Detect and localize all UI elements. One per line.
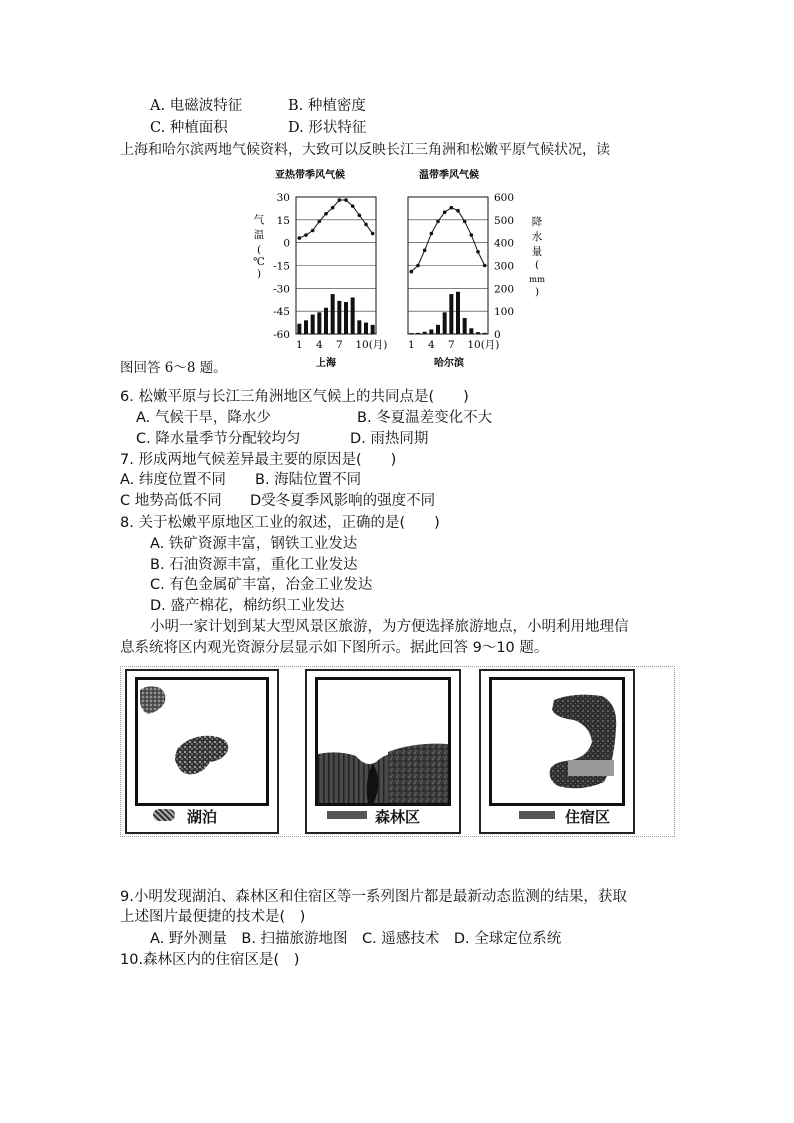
precipitation-tick-label: 600 <box>494 192 515 204</box>
precipitation-bar <box>423 332 427 334</box>
temperature-tick-label: -30 <box>273 283 290 296</box>
q8-option-c: C. 有色金属矿丰富，冶金工业发达 <box>150 577 373 593</box>
lodging-block <box>568 760 614 776</box>
temperature-tick-label: 30 <box>276 192 290 204</box>
precipitation-bar <box>324 308 328 334</box>
lake-shape-large <box>175 736 228 775</box>
temperature-point <box>483 264 487 268</box>
forest-map <box>315 677 451 806</box>
precipitation-bar <box>317 312 321 334</box>
precipitation-tick-label: 200 <box>494 283 515 296</box>
forest-layer-label: 森林区 <box>375 808 421 826</box>
temperature-point <box>450 206 454 210</box>
lake-layer-label: 湖泊 <box>187 808 218 826</box>
intro-text: 上海和哈尔滨两地气候资料，大致可以反映长江三角洲和松嫩平原气候状况，读 <box>120 142 610 158</box>
lodging-layer-label: 住宿区 <box>565 808 611 826</box>
precipitation-bar <box>416 333 420 334</box>
temperature-point <box>358 213 362 217</box>
temperature-point <box>443 210 447 214</box>
forest-area-right <box>388 744 448 803</box>
scenario-line-2: 息系统将区内观光资源分层显示如下图所示。据此回答 9～10 题。 <box>120 640 549 656</box>
lake-legend-swatch <box>153 809 175 821</box>
temperature-line <box>299 200 372 238</box>
q8-option-d: D. 盛产棉花，棉纺织工业发达 <box>150 598 345 614</box>
q7-option-a: A. 纬度位置不同 <box>120 472 226 488</box>
lake-map <box>135 677 269 806</box>
q10-stem: 10.森林区内的住宿区是( ) <box>120 952 300 968</box>
q5-option-c: C. 种植面积 <box>150 120 228 136</box>
temperature-point <box>318 220 322 224</box>
temperature-point <box>430 232 434 236</box>
precipitation-tick-label: 300 <box>494 260 515 273</box>
lake-shape-small <box>140 686 165 714</box>
left-chart-title: 亚热带季风气候 <box>275 170 345 181</box>
temperature-point <box>324 212 328 216</box>
precipitation-bar <box>483 333 487 334</box>
temperature-point <box>416 264 420 268</box>
precipitation-bar <box>297 324 301 334</box>
temperature-point <box>371 232 375 236</box>
month-tick-label: 4 <box>315 339 323 351</box>
q6-stem: 6. 松嫩平原与长江三角洲地区气候上的共同点是( ) <box>120 389 469 405</box>
temperature-point <box>344 198 348 202</box>
precipitation-bar <box>351 297 355 334</box>
q7-option-c: C 地势高低不同 <box>120 493 222 509</box>
temperature-point <box>410 270 414 274</box>
precipitation-axis-label <box>529 215 545 298</box>
temperature-point <box>351 204 355 208</box>
temperature-point <box>470 233 474 237</box>
lodging-map <box>489 677 625 806</box>
precipitation-bar <box>304 320 308 334</box>
scenario-line-1: 小明一家计划到某大型风景区旅游，为方便选择旅游地点，小明利用地理信 <box>150 619 629 635</box>
temperature-point <box>338 198 342 202</box>
svg-text:量: 量 <box>531 246 543 258</box>
svg-text:(: ( <box>534 259 540 271</box>
temperature-tick-label: -45 <box>273 306 290 319</box>
q5-option-b: B. 种植密度 <box>288 98 366 114</box>
temperature-lines <box>298 198 487 273</box>
svg-text:水: 水 <box>531 231 543 243</box>
q8-option-b: B. 石油资源丰富，重化工业发达 <box>150 557 358 573</box>
temperature-point <box>298 236 302 240</box>
temperature-point <box>463 220 467 224</box>
precipitation-tick-label: 400 <box>494 237 515 250</box>
precipitation-bar <box>429 329 433 334</box>
precipitation-bar <box>449 294 453 334</box>
q7-stem: 7. 形成两地气候差异最主要的原因是( ) <box>120 452 397 468</box>
month-tick-label: 1 <box>295 339 303 351</box>
month-tick-label: 10(月) <box>467 339 500 351</box>
q7-option-b: B. 海陆位置不同 <box>255 472 362 488</box>
q9-stem-line-1: 9.小明发现湖泊、森林区和住宿区等一系列图片都是最新动态监测的结果，获取 <box>120 889 627 905</box>
precipitation-bar <box>337 301 341 334</box>
temperature-point <box>331 206 335 210</box>
lodging-layer-panel <box>479 669 635 834</box>
temperature-point <box>423 248 427 252</box>
month-tick-label: 10(月) <box>355 339 388 351</box>
q7-option-d: D受冬夏季风影响的强度不同 <box>250 493 436 509</box>
gis-layers-figure <box>120 666 675 837</box>
precipitation-tick-labels <box>494 192 514 341</box>
month-tick-label: 1 <box>407 339 415 351</box>
intro-end-text: 图回答 6～8 题。 <box>120 360 227 376</box>
precipitation-bar <box>357 320 361 334</box>
precipitation-bar <box>371 325 375 334</box>
q8-stem: 8. 关于松嫩平原地区工业的叙述，正确的是( ) <box>120 515 440 531</box>
svg-text:): ) <box>534 286 540 298</box>
precipitation-bar <box>456 292 460 334</box>
precipitation-bar <box>409 333 413 334</box>
temperature-tick-label: 15 <box>276 214 290 227</box>
right-chart-title: 温带季风气候 <box>419 170 479 181</box>
q9-options: A. 野外测量 B. 扫描旅游地图 C. 遥感技术 D. 全球定位系统 <box>150 931 562 947</box>
q8-option-a: A. 铁矿资源丰富，钢铁工业发达 <box>150 536 358 552</box>
svg-text:气: 气 <box>253 214 265 226</box>
precipitation-bar <box>476 332 480 334</box>
precipitation-tick-label: 500 <box>494 214 515 227</box>
q5-option-a: A. 电磁波特征 <box>150 98 243 114</box>
q6-option-b: B. 冬夏温差变化不大 <box>357 410 493 426</box>
month-tick-label: 7 <box>447 339 455 351</box>
temperature-point <box>311 229 315 233</box>
temperature-point <box>436 220 440 224</box>
precipitation-bar <box>443 312 447 334</box>
precipitation-tick-label: 100 <box>494 306 515 319</box>
precipitation-bar <box>469 328 473 334</box>
svg-text:温: 温 <box>253 229 265 241</box>
temperature-tick-label: 0 <box>283 237 290 250</box>
q6-option-d: D. 雨热同期 <box>350 431 429 447</box>
temperature-tick-label: -15 <box>273 260 290 273</box>
precipitation-tick-label: 0 <box>494 329 501 341</box>
svg-text:(: ( <box>256 244 262 256</box>
right-city-label: 哈尔滨 <box>434 358 464 369</box>
temperature-point <box>304 233 308 237</box>
precipitation-bar <box>436 325 440 334</box>
q6-option-c: C. 降水量季节分配较均匀 <box>136 431 301 447</box>
svg-text:): ) <box>256 268 262 280</box>
lodging-legend-swatch <box>519 811 555 819</box>
temperature-point <box>476 250 480 254</box>
month-tick-labels <box>296 339 499 351</box>
lake-layer-panel <box>125 669 279 834</box>
svg-text:mm: mm <box>528 275 546 285</box>
precipitation-bar <box>463 318 467 334</box>
temperature-axis-label <box>253 213 265 280</box>
temperature-tick-labels <box>273 192 290 341</box>
climate-charts-figure <box>240 165 560 370</box>
svg-text:℃: ℃ <box>253 256 265 268</box>
precipitation-bars <box>297 292 486 334</box>
q6-option-a: A. 气候干旱，降水少 <box>136 410 271 426</box>
forest-layer-panel <box>305 669 461 834</box>
temperature-point <box>456 209 460 213</box>
precipitation-bar <box>364 323 368 334</box>
temperature-line <box>411 208 484 272</box>
precipitation-bar <box>311 315 315 334</box>
left-city-label: 上海 <box>316 358 336 369</box>
q9-stem-line-2: 上述图片最便捷的技术是( ) <box>120 909 306 925</box>
temperature-point <box>364 223 368 227</box>
forest-legend-swatch <box>327 811 367 819</box>
month-tick-label: 7 <box>335 339 343 351</box>
temperature-tick-label: -60 <box>273 329 290 341</box>
svg-text:降: 降 <box>531 216 543 228</box>
q5-option-d: D. 形状特征 <box>288 120 367 136</box>
month-tick-label: 4 <box>427 339 435 351</box>
precipitation-bar <box>344 302 348 334</box>
precipitation-bar <box>331 294 335 334</box>
